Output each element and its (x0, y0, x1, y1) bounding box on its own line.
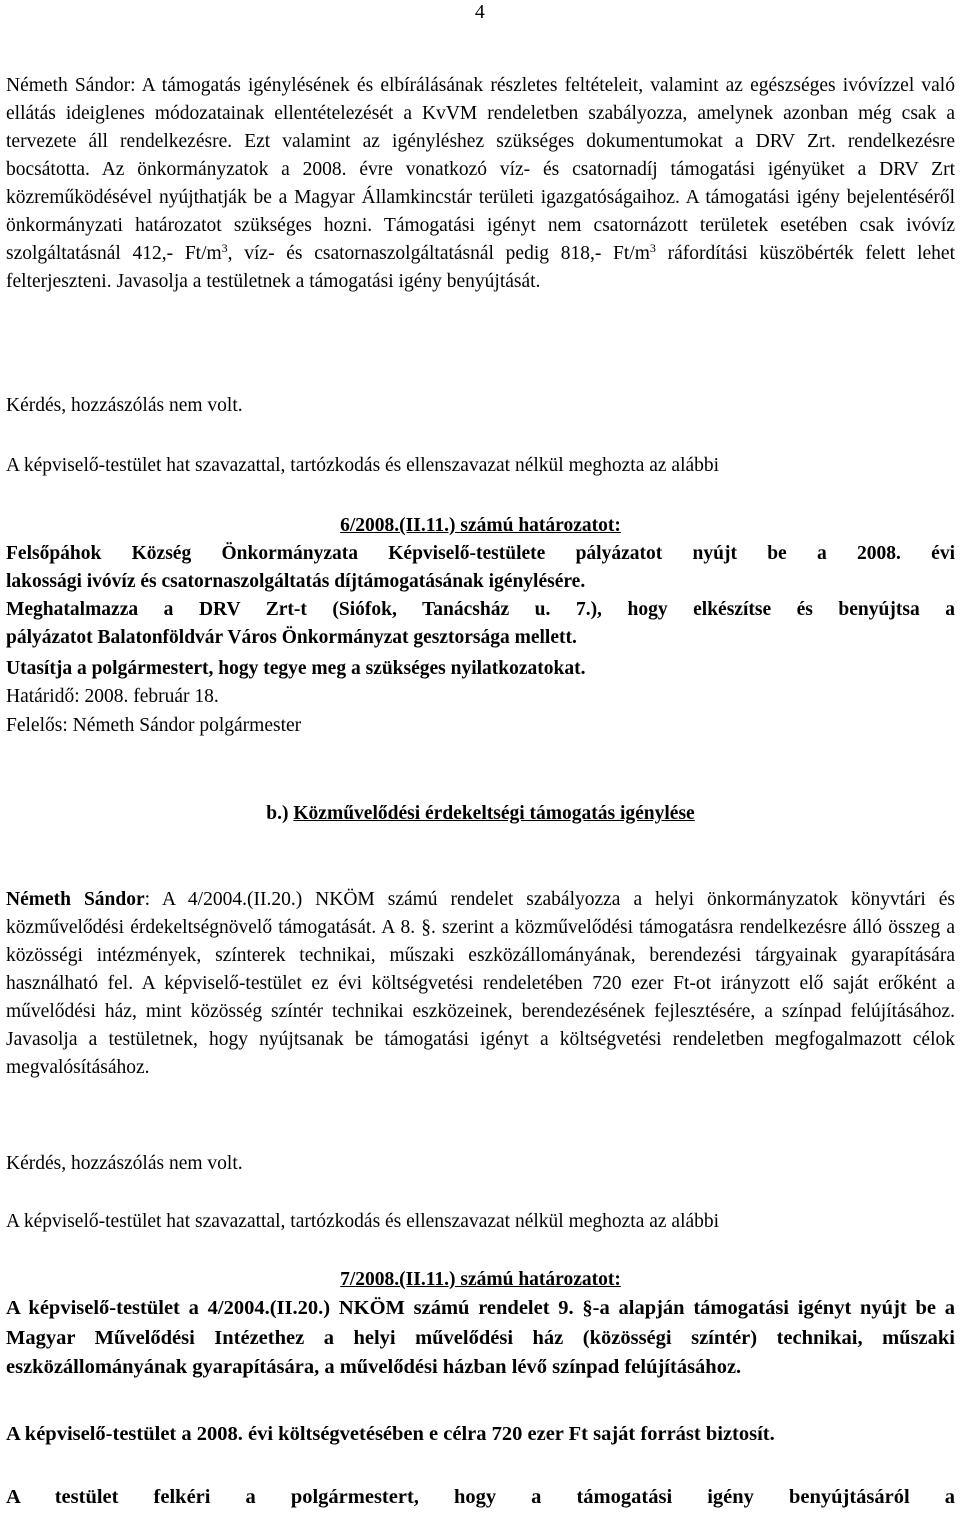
paragraph-text: : A 4/2004.(II.20.) NKÖM számú rendelet szabályozza a helyi önkormányzatok könyvtári és közművelődési érdekeltségnövelő támogatását. A 8. §. szerint a közművelődési támogatásra rendelkezésre álló összeg a közösségi intézmények, színterek technikai, műszaki eszközállományának, berendezési tárgyainak gyarapítására használható fel. A képviselő-testület ez évi költségvetési rendeletében 720 ezer Ft-ot irányzott elő saját erőként a művelődési ház, mint közösség színtér technikai eszközeinek, berendezésének fejlesztésére, a színpad felújításához. Javasolja a testületnek, hogy nyújtsanak be támogatási igényt a költségvetési rendeletben megfogalmazott célok megvalósításához. (6, 889, 955, 1078)
resolution-line: Utasítja a polgármestert, hogy tegye meg a szükséges nyilatkozatokat. (6, 658, 586, 679)
section-b-paragraph (6, 886, 955, 1082)
speaker-name: Németh Sándor (6, 75, 131, 96)
section-b-heading: b.) Közművelődési érdekeltségi támogatás igénylése (266, 803, 695, 824)
paragraph-text-end: ráfordítási küszöbérték felett lehet felterjeszteni. Javasolja a testületnek a támogatási igény benyújtását. (6, 243, 955, 292)
resolution-line: lakossági ivóvíz és csatornaszolgáltatás díjtámogatásának igénylésére. (6, 571, 586, 592)
speaker-name: Németh Sándor (6, 889, 145, 910)
paragraph-text-mid: , víz- és csatornaszolgáltatásnál pedig 818,- Ft/m (227, 243, 650, 264)
question-note: Kérdés, hozzászólás nem volt. (6, 395, 243, 416)
resolution-line: pályázatot Balatonföldvár Város Önkormányzat gesztorsága mellett. (6, 627, 577, 648)
vote-statement: A képviselő-testület hat szavazattal, tartózkodás és ellenszavazat nélkül meghozta az alábbi (6, 1211, 720, 1232)
paragraph-text: : A támogatás igénylésének és elbírálásának részletes feltételeit, valamint az egészséges ivóvízzel való ellátás ideiglenes módozatainak ellentételezését a KvVM rendeletben szabályozza, amelynek azonban még csak a tervezete áll rendelkezésre. Ezt valamint az igényléshez szükséges dokumentumokat a DRV Zrt. rendelkezésre bocsátotta. Az önkormányzatok a 2008. évre vonatkozó víz- és csatornadíj támogatási igényüket a DRV Zrt közreműködésével nyújthatják be a Magyar Államkincstár területi igazgatóságaihoz. A támogatási igény bejelentéséről önkormányzati határozatot szükséges hozni. Támogatási igényt nem csatornázott területek esetében csak ivóvíz szolgáltatásnál 412,- Ft/m (6, 75, 955, 264)
responsible-person: Felelős: Németh Sándor polgármester (6, 715, 302, 736)
question-note: Kérdés, hozzászólás nem volt. (6, 1153, 243, 1174)
vote-statement: A képviselő-testület hat szavazattal, tartózkodás és ellenszavazat nélkül meghozta az alábbi (6, 455, 720, 476)
resolution-paragraph: A testület felkéri a polgármestert, hogy a támogatási igény benyújtásáról a (6, 1486, 955, 1508)
resolution-title: 7/2008.(II.11.) számú határozatot: (340, 1269, 621, 1290)
resolution-line: Meghatalmazza a DRV Zrt-t (Siófok, Tanácsház u. 7.), hogy elkészítse és benyújtsa a (6, 599, 955, 620)
page-number: 4 (475, 2, 485, 23)
superscript: 3 (649, 241, 656, 255)
section-a-paragraph (6, 72, 955, 296)
resolution-title: 6/2008.(II.11.) számú határozatot: (340, 515, 621, 536)
resolution-line: Felsőpáhok Község Önkormányzata Képviselő-testülete pályázatot nyújt be a 2008. évi (6, 543, 955, 564)
superscript: 3 (221, 241, 228, 255)
section-b-heading-text: Közművelődési érdekeltségi támogatás igénylése (293, 803, 695, 824)
resolution-paragraph: A képviselő-testület a 2008. évi költségvetésében e célra 720 ezer Ft saját forrást biztosít. (6, 1423, 775, 1445)
deadline: Határidő: 2008. február 18. (6, 686, 219, 707)
resolution-paragraph: A képviselő-testület a 4/2004.(II.20.) NKÖM számú rendelet 9. §-a alapján támogatási igényt nyújt be a Magyar Művelődési Intézethez a helyi művelődési ház (közösségi színtér) technikai, műszaki eszközállományának gyarapítására, a művelődési házban lévő színpad felújításához. (6, 1297, 955, 1378)
